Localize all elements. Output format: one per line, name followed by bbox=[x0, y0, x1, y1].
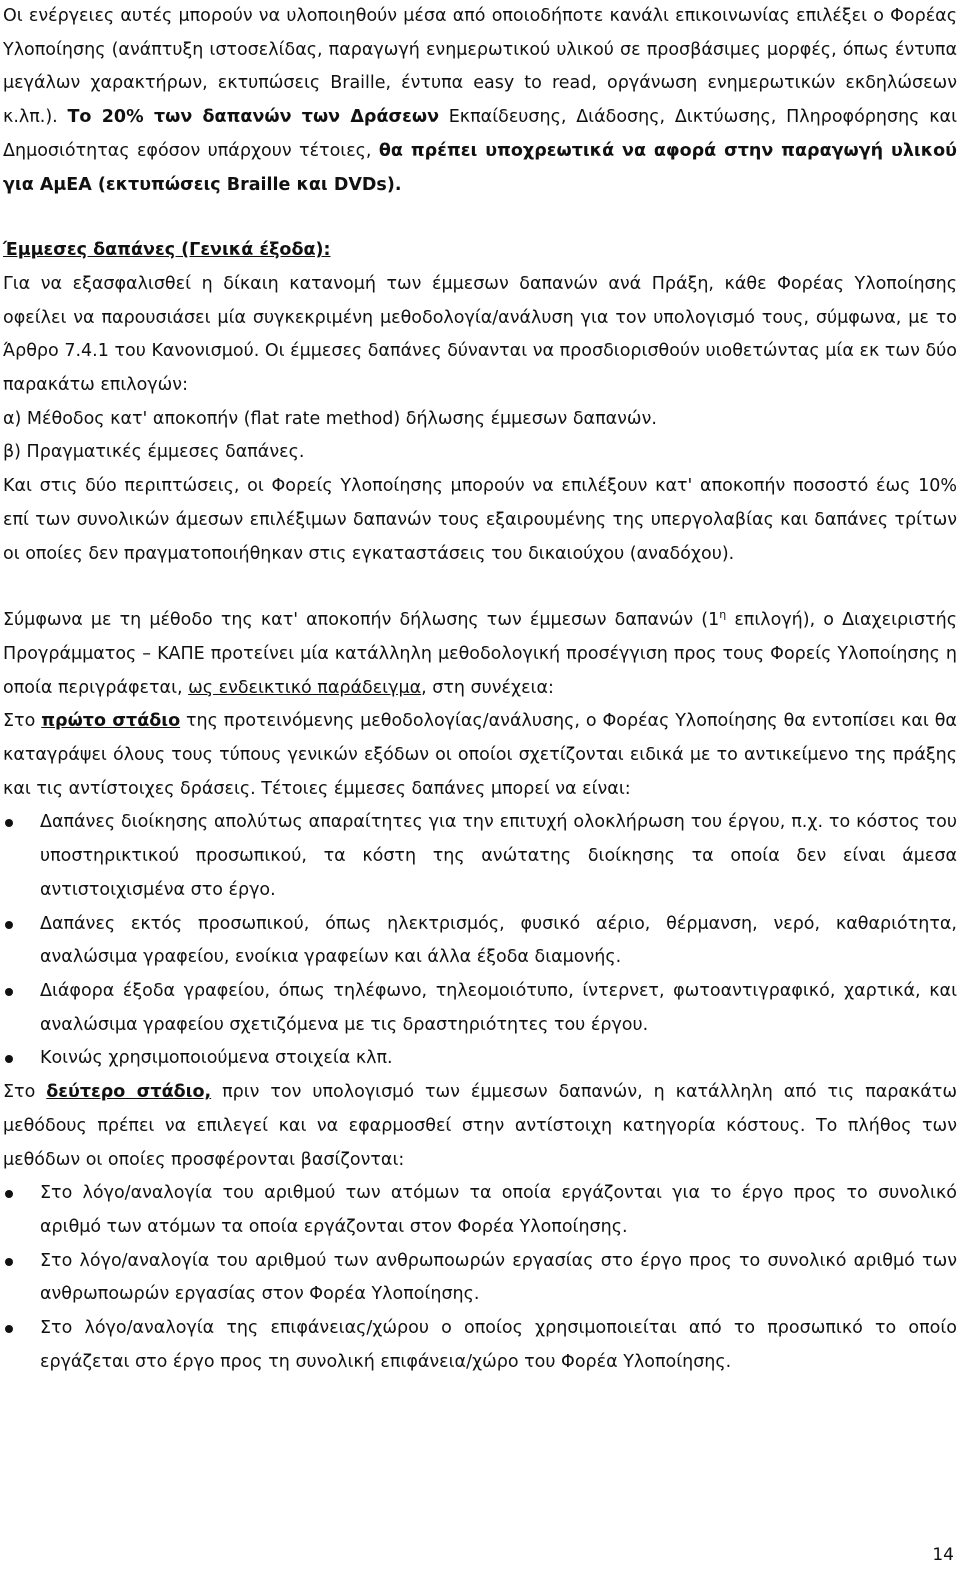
bullet-icon bbox=[5, 1325, 13, 1333]
bullet-icon bbox=[5, 1258, 13, 1266]
bold-requirement-intro: Το 20% των δαπανών των Δράσεων bbox=[67, 107, 439, 128]
bullet-icon bbox=[5, 1190, 13, 1198]
bold-requirement: θα πρέπει υποχρεωτικά να αφορά στην παραγωγή υλικού για ΑμΕΑ (εκτυπώσεις Braille και DVDs). bbox=[3, 140, 957, 195]
paragraph-indirect-costs: Για να εξασφαλισθεί η δίκαιη κατανομή των έμμεσων δαπανών ανά Πράξη, κάθε Φορέας Υλοποίησης οφείλει να παρουσιάσει μία συγκεκριμένη μεθοδολογία/ανάλυση για τον υπολογισμό τους, σύμφωνα, με το Άρθρο 7.4.1 του Κανονισμού. Οι έμμεσες δαπάνες δύνανται να προσδιορισθούν υιοθετώντας μία εκ των δύο παρακάτω επιλογών: bbox=[3, 273, 957, 396]
paragraph-flat-rate: Και στις δύο περιπτώσεις, οι Φορείς Υλοποίησης μπορούν να επιλέξουν κατ' αποκοπήν ποσοστό έως 10% επί των συνολικών άμεσων επιλέξιμων δαπανών τους εξαιρουμένης της υπεργολαβίας και δαπάνες τρίτων οι οποίες δεν πραγματοποιήθηκαν στις εγκαταστάσεις του δικαιούχου (αναδόχου). bbox=[3, 476, 957, 564]
bullet-icon bbox=[5, 921, 13, 929]
allocation-methods-list bbox=[3, 1177, 957, 1379]
document-page bbox=[3, 0, 957, 1379]
first-stage-label: πρώτο στάδιο bbox=[41, 711, 181, 732]
bullet-icon bbox=[5, 1055, 13, 1063]
paragraph-accessibility: Οι ενέργειες αυτές μπορούν να υλοποιηθούν μέσα από οποιοδήποτε κανάλι επικοινωνίας επιλέξει ο Φορέας Υλοποίησης (ανάπτυξη ιστοσελίδας, παραγωγή ενημερωτικού υλικού σε προσβάσιμες μορφές, όπως έντυπα μεγάλων χαρακτήρων, εκτυπώσεις Braille, έντυπα easy to read, οργάνωση ενημερωτικών εκδηλώσεων κ.λπ.). Το 20% των δαπανών των Δράσεων Εκπαίδευσης, Διάδοσης, Δικτύωσης, Πληροφόρησης και Δημοσιότητας εφόσον υπάρχουν τέτοιες, θα πρέπει υποχρεωτικά να αφορά στην παραγωγή υλικού για ΑμΕΑ (εκτυπώσεις Braille και DVDs). bbox=[3, 6, 957, 195]
list-item: Στο λόγο/αναλογία του αριθμού των ανθρωποωρών εργασίας στο έργο προς το συνολικό αριθμό των ανθρωποωρών εργασίας στον Φορέα Υλοποίησης. bbox=[3, 1245, 957, 1312]
option-a: α) Μέθοδος κατ' αποκοπήν (flat rate method) δήλωσης έμμεσων δαπανών. bbox=[3, 408, 657, 429]
bullet-icon bbox=[5, 988, 13, 996]
paragraph-methodology: Σύμφωνα με τη μέθοδο της κατ' αποκοπήν δήλωσης των έμμεσων δαπανών ($1^\eta$ επιλογή), ο Διαχειριστής Προγράμματος – ΚΑΠΕ προτείνει μία κατάλληλη μεθοδολογική προσέγγιση προς τους Φορείς Υλοποίησης η οποία περιγράφεται, ως ενδεικτικό παράδειγμα, στη συνέχεια: bbox=[3, 608, 958, 698]
list-item: Στο λόγο/αναλογία του αριθμού των ατόμων τα οποία εργάζονται για το έργο προς το συνολικό αριθμό των ατόμων τα οποία εργάζονται στον Φορέα Υλοποίησης. bbox=[3, 1177, 957, 1244]
second-stage-label: δεύτερο στάδιο, bbox=[46, 1082, 212, 1103]
list-item: Στο λόγο/αναλογία της επιφάνειας/χώρου ο οποίος χρησιμοποιείται από το προσωπικό το οποίο εργάζεται στο έργο προς τη συνολική επιφάνεια/χώρο του Φορέα Υλοποίησης. bbox=[3, 1312, 957, 1379]
page-number: 14 bbox=[932, 1545, 954, 1565]
underlined-example: ως ενδεικτικό παράδειγμα bbox=[188, 677, 422, 698]
option-b: β) Πραγματικές έμμεσες δαπάνες. bbox=[3, 442, 305, 463]
list-item: Κοινώς χρησιμοποιούμενα στοιχεία κλπ. bbox=[3, 1042, 957, 1076]
bullet-icon bbox=[5, 819, 13, 827]
list-item: Δαπάνες διοίκησης απολύτως απαραίτητες για την επιτυχή ολοκλήρωση του έργου, π.χ. το κόστος του υποστηρικτικού προσωπικού, τα κόστη της ανώτατης διοίκησης τα οποία δεν είναι άμεσα αντιστοιχισμένα στο έργο. bbox=[3, 806, 957, 907]
list-item: Διάφορα έξοδα γραφείου, όπως τηλέφωνο, τηλεομοιότυπο, ίντερνετ, φωτοαντιγραφικό, χαρτικά, και αναλώσιμα γραφείου σχετιζόμενα με τις δραστηριότητες του έργου. bbox=[3, 975, 957, 1042]
section-title: Έμμεσες δαπάνες (Γενικά έξοδα): bbox=[3, 240, 331, 261]
paragraph-first-stage: Στο πρώτο στάδιο της προτεινόμενης μεθοδολογίας/ανάλυσης, ο Φορέας Υλοποίησης θα εντοπίσει και θα καταγράψει όλους τους τύπους γενικών εξόδων οι οποίοι σχετίζονται ειδικά με το αντικείμενο της πράξης και τις αντίστοιχες δράσεις. Τέτοιες έμμεσες δαπάνες μπορεί να είναι: bbox=[3, 711, 957, 799]
indirect-costs-list bbox=[3, 806, 957, 1076]
list-item: Δαπάνες εκτός προσωπικού, όπως ηλεκτρισμός, φυσικό αέριο, θέρμανση, νερό, καθαριότητα, αναλώσιμα γραφείου, ενοίκια γραφείων και άλλα έξοδα διαμονής. bbox=[3, 908, 957, 975]
paragraph-second-stage: Στο δεύτερο στάδιο, πριν τον υπολογισμό των έμμεσων δαπανών, η κατάλληλη από τις παρακάτω μεθόδους πρέπει να επιλεγεί και να εφαρμοσθεί στην αντίστοιχη κατηγορία κόστους. Το πλήθος των μεθόδων οι οποίες προσφέρονται βασίζονται: bbox=[3, 1082, 957, 1170]
